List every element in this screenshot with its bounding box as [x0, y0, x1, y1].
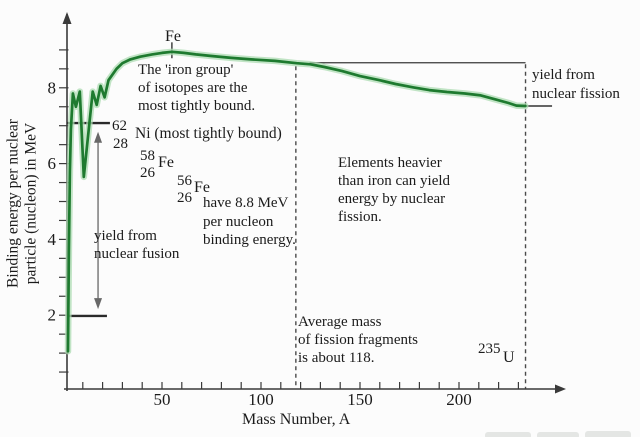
note-line: per nucleon [203, 213, 274, 230]
nuclide-fe56-symbol: Fe [194, 179, 210, 196]
y-axis-label [5, 92, 40, 316]
note-line: most tightly bound. [138, 98, 256, 114]
watermark-blur [485, 426, 640, 436]
note-line: fission. [338, 209, 382, 225]
nuclide-ni62-mass: 62 [112, 118, 127, 134]
note-line: nuclear fission [532, 85, 620, 102]
svg-text:150: 150 [347, 390, 373, 409]
svg-text:8: 8 [47, 78, 56, 98]
y-axis-label-line: particle (nucleon) in MeV [22, 122, 39, 285]
svg-text:4: 4 [47, 229, 56, 249]
svg-text:100: 100 [248, 390, 274, 409]
svg-text:50: 50 [153, 390, 171, 409]
note-line: of isotopes are the [138, 80, 248, 96]
svg-text:2: 2 [47, 305, 56, 325]
note-line: energy by nuclear [338, 191, 446, 207]
heavier-elements-note [338, 154, 450, 226]
fusion-yield-label [94, 227, 179, 263]
note-line: than iron can yield [338, 173, 451, 189]
nuclide-fe58-symbol: Fe [158, 154, 174, 171]
svg-text:200: 200 [446, 390, 472, 409]
u235-mass: 235 [478, 341, 501, 357]
note-line: yield from [94, 228, 157, 244]
binding-energy-note [203, 194, 296, 250]
note-line: yield from [532, 67, 595, 83]
nuclide-ni62-z: 28 [113, 136, 128, 152]
note-line: is about 118. [298, 350, 375, 366]
nuclide-fe56-z: 26 [177, 190, 192, 206]
note-line: The 'iron group' [138, 62, 234, 78]
note-line: Average mass [298, 314, 382, 330]
y-axis-label-line: Binding energy per nuclear [4, 119, 22, 288]
note-line: have 8.8 MeV [203, 195, 289, 211]
svg-text:6: 6 [47, 154, 56, 174]
fission-yield-label [532, 66, 620, 103]
u235-symbol: U [503, 349, 515, 366]
nuclide-fe56-mass: 56 [177, 173, 192, 189]
x-axis-label: Mass Number, A [242, 411, 351, 428]
fe-peak-label: Fe [165, 28, 181, 45]
note-line: nuclear fusion [94, 246, 180, 262]
note-line: Elements heavier [338, 155, 442, 171]
nuclide-fe58-mass: 58 [140, 148, 155, 164]
nuclide-fe58-z: 26 [140, 165, 155, 181]
nuclide-ni62-label: Ni (most tightly bound) [135, 125, 282, 142]
note-line: binding energy. [203, 232, 296, 248]
note-line: of fission fragments [298, 332, 418, 348]
iron-group-note [138, 61, 255, 115]
fission-fragments-note [298, 313, 418, 367]
